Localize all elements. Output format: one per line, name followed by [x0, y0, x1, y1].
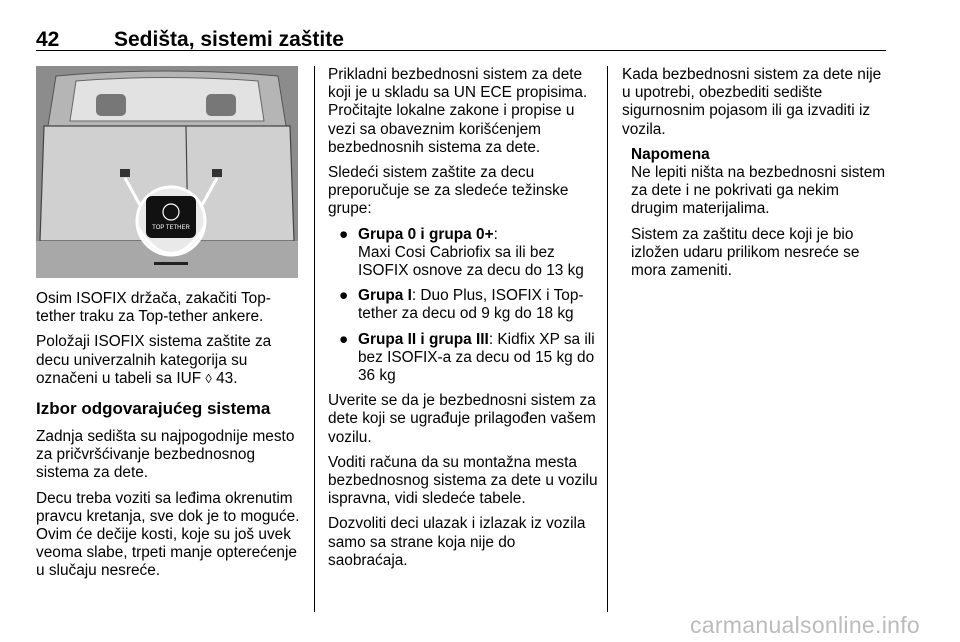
paragraph: Sledeći sistem zaštite za decu preporučuje se za sledeće težinske grupe:: [328, 164, 569, 218]
list-item: ● Grupa 0 i grupa 0+: Maxi Cosi Cabriofix sa ili bez ISOFIX osnove za decu do 13 kg: [339, 225, 584, 280]
list-item: ● Grupa I: Duo Plus, ISOFIX i Top-tether za decu od 9 kg do 18 kg: [339, 287, 584, 323]
footer-watermark: carmanualsonline.info: [689, 612, 920, 638]
paragraph: Osim ISOFIX držača, zakačiti Top-tether traku za Top-tether ankere.: [36, 290, 271, 326]
page-number: 42: [36, 28, 60, 51]
paragraph: Dozvoliti deci ulazak i izlazak iz vozila samo sa strane koja nije do saobraćaja.: [328, 515, 586, 569]
anchor-left: [120, 169, 130, 177]
list-item: ● Grupa II i grupa III: Kidfix XP sa ili bez ISOFIX-a za decu od 15 kg do 36 kg: [339, 330, 595, 385]
paragraph: Kada bezbednosni sistem za dete nije u upotrebi, obezbediti sedište sigurnosnim pojasom ili ga izvaditi iz vozila.: [622, 66, 882, 138]
trunk-isofix-illustration: [36, 66, 298, 278]
paragraph: Uverite se da je bezbednosni sistem za dete koji se ugrađuje prilagođen vašem vozilu.: [328, 392, 596, 446]
bullet-icon: ●: [339, 330, 349, 348]
page-title: Sedišta, sistemi zaštite: [114, 28, 344, 51]
paragraph: Zadnja sedišta su najpogodnije mesto za pričvršćivanje bezbednosnog sistema za dete.: [36, 428, 295, 482]
anchor-right: [212, 169, 222, 177]
bullet-icon: ●: [339, 225, 349, 243]
note-box: [631, 146, 887, 280]
reference-arrow-icon: ◊: [205, 370, 212, 386]
section-heading: Izbor odgovarajućeg sistema: [36, 399, 271, 419]
column-divider: [607, 66, 608, 612]
bullet-icon: ●: [339, 287, 349, 305]
column-middle: [328, 66, 598, 577]
paragraph: Prikladni bezbednosni sistem za dete koji je u skladu sa UN ECE propisima. Pročitajte lokalne zakone i propise u vezi sa obaveznim korišćenjem bezbednosnih sistema za dete.: [328, 66, 588, 156]
column-divider: [314, 66, 315, 612]
paragraph: Voditi računa da su montažna mesta bezbednosnog sistema za dete u vozilu ispravna, vidi sledeće tabele.: [328, 453, 598, 508]
paragraph: Sistem za zaštitu dece koji je bio izložen udaru prilikom nesreće se mora zameniti.: [631, 225, 860, 280]
badge-label: TOP TETHER: [152, 225, 190, 231]
column-right: [622, 66, 887, 287]
paragraph: Položaji ISOFIX sistema zaštite za decu univerzalnih kategorija su označeni u tabeli sa IUF ◊ 43.: [36, 333, 272, 387]
page-header: [36, 22, 886, 51]
paragraph: Ne lepiti ništa na bezbednosni sistem za dete i ne pokrivati ga nekim drugim materijalima.: [631, 164, 886, 218]
paragraph: Decu treba voziti sa leđima okrenutim pravcu kretanja, sve dok je to moguće. Ovim će dečije kosti, koje su još uvek veoma slabe, trpeti manje opterećenje u slučaju nesreće.: [36, 489, 300, 580]
note-title: Napomena: [631, 145, 710, 163]
column-left: [36, 290, 301, 588]
